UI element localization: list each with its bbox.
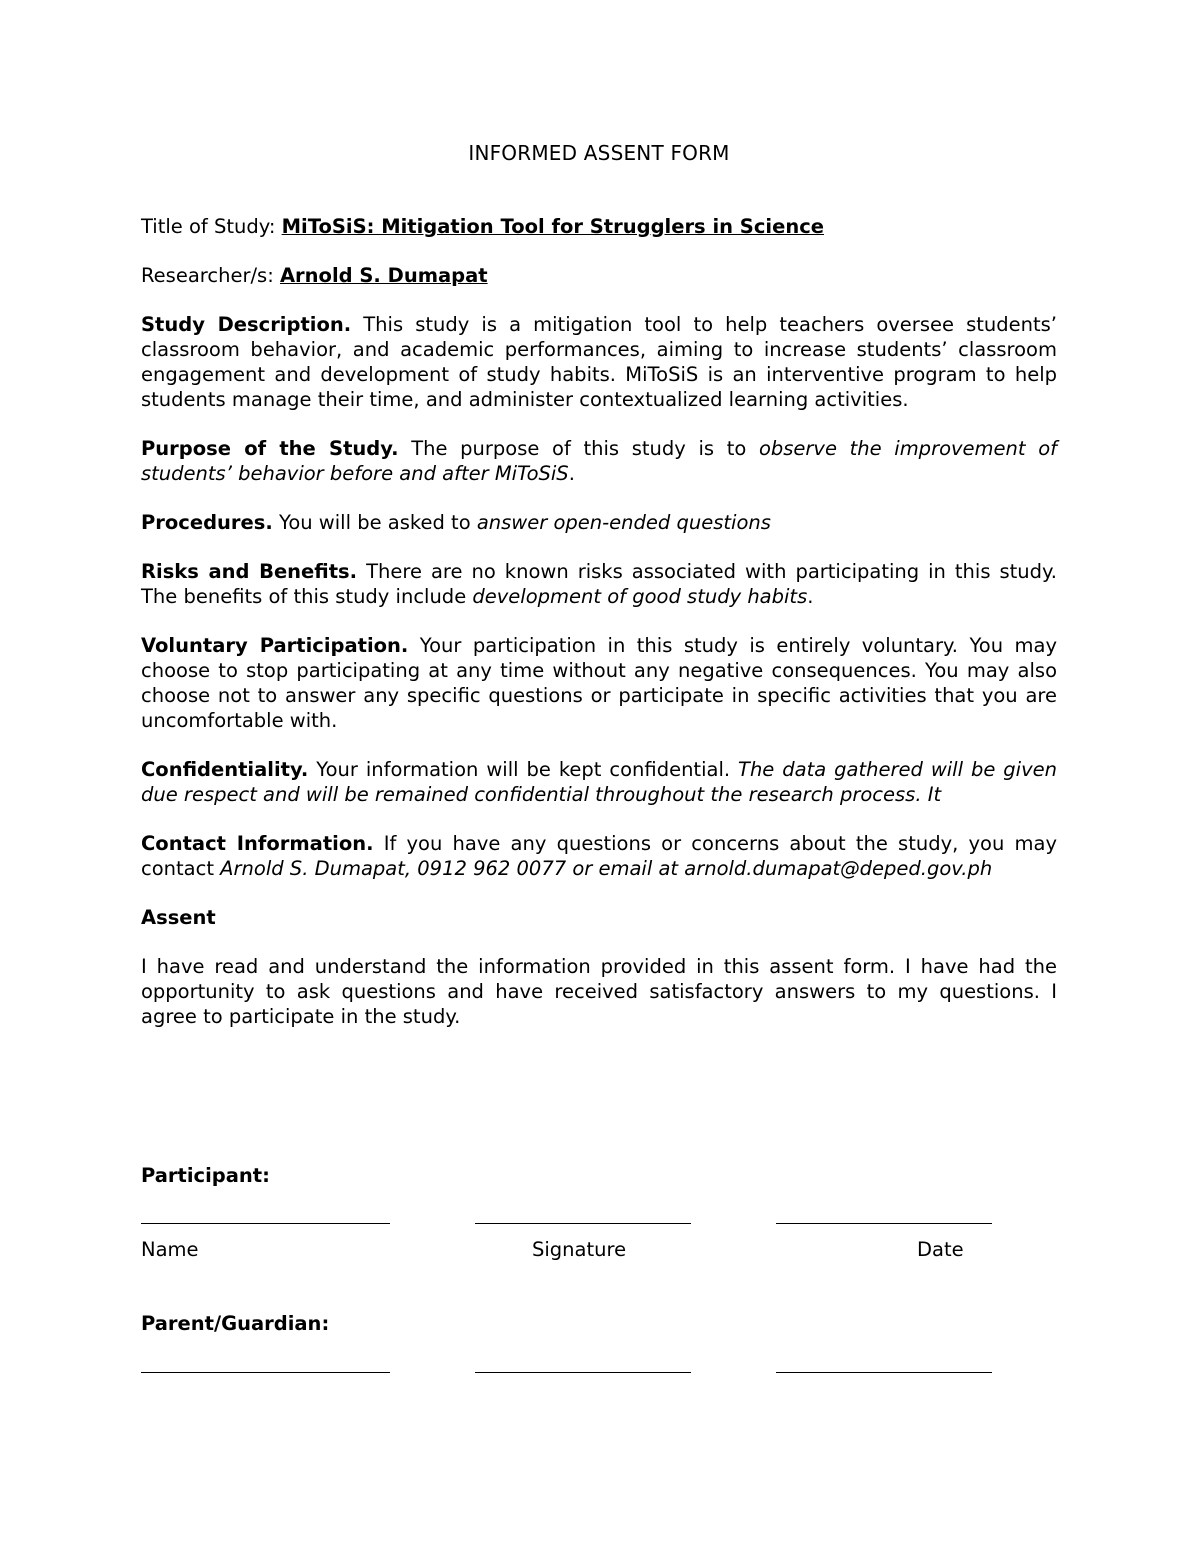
assent-heading-line xyxy=(141,905,1057,930)
voluntary-heading: Voluntary Participation. xyxy=(141,634,409,657)
form-title: INFORMED ASSENT FORM xyxy=(468,141,730,165)
procedures-text: You will be asked to xyxy=(272,511,477,534)
confidentiality-section xyxy=(141,757,1057,807)
contact-italic: Arnold S. Dumapat, 0912 962 0077 or email at arnold.dumapat@deped.gov.ph xyxy=(220,857,993,880)
confidentiality-text: Your information will be kept confidential. xyxy=(308,758,739,781)
guardian-date-line xyxy=(776,1372,992,1373)
study-title-label: Title of Study: xyxy=(141,215,282,238)
assent-text: I have read and understand the information provided in this assent form. I have had the opportunity to ask questions and have received satisfactory answers to my questions. I agree to participate in the study. xyxy=(141,955,1057,1028)
participant-signature-label: Signature xyxy=(532,1238,627,1261)
purpose-heading: Purpose of the Study. xyxy=(141,437,399,460)
assent-heading: Assent xyxy=(141,906,216,929)
purpose-italic: observe the improvement of students’ behavior before and after MiToSiS xyxy=(141,437,1057,485)
purpose-end: . xyxy=(568,462,575,485)
confidentiality-italic: The data gathered will be given due respect and will be remained confidential throughout the research process. It xyxy=(141,758,1057,806)
participant-name-line xyxy=(141,1223,390,1224)
procedures-section xyxy=(141,510,1057,535)
risks-text: There are no known risks associated with participating in this study. The benefits of this study include xyxy=(141,560,1057,608)
voluntary-text: Your participation in this study is entirely voluntary. You may choose to stop participating at any time without any negative consequences. You may also choose not to answer any specific questions or participate in specific activities that you are uncomfortable with. xyxy=(141,634,1057,732)
participant-signature-line xyxy=(475,1223,691,1224)
participant-date-line xyxy=(776,1223,992,1224)
purpose-text: The purpose of this study is to xyxy=(398,437,759,460)
guardian-signature-block xyxy=(141,1311,1057,1381)
contact-section xyxy=(141,831,1057,881)
risks-end: . xyxy=(807,585,814,608)
confidentiality-heading: Confidentiality. xyxy=(141,758,309,781)
participant-signature-block xyxy=(141,1163,1057,1273)
participant-heading: Participant: xyxy=(141,1164,270,1187)
risks-section xyxy=(141,559,1057,609)
risks-italic: development of good study habits xyxy=(472,585,808,608)
form-body xyxy=(141,141,1057,1053)
guardian-signature-line xyxy=(475,1372,691,1373)
voluntary-section xyxy=(141,633,1057,733)
study-description-text: This study is a mitigation tool to help teachers oversee students’ classroom behavior, and academic performances, aiming to increase students’ classroom engagement and development of study habits. MiToSiS is an interventive program to help students manage their time, and administer contextualized learning activities. xyxy=(141,313,1057,411)
participant-name-label: Name xyxy=(141,1238,199,1261)
researcher-label: Researcher/s: xyxy=(141,264,280,287)
study-title-line xyxy=(141,214,1057,239)
study-description-heading: Study Description. xyxy=(141,313,352,336)
contact-heading: Contact Information. xyxy=(141,832,374,855)
contact-text: If you have any questions or concerns about the study, you may contact xyxy=(141,832,1057,880)
study-title: MiToSiS: Mitigation Tool for Strugglers in Science xyxy=(281,215,824,238)
researcher-name: Arnold S. Dumapat xyxy=(279,264,488,287)
guardian-heading: Parent/Guardian: xyxy=(141,1312,330,1335)
procedures-italic: answer open-ended questions xyxy=(476,511,771,534)
guardian-name-line xyxy=(141,1372,390,1373)
study-description xyxy=(141,312,1057,412)
purpose-section xyxy=(141,436,1057,486)
researcher-line xyxy=(141,263,1057,288)
participant-date-label: Date xyxy=(917,1238,964,1261)
procedures-heading: Procedures. xyxy=(141,511,273,534)
risks-heading: Risks and Benefits. xyxy=(141,560,358,583)
